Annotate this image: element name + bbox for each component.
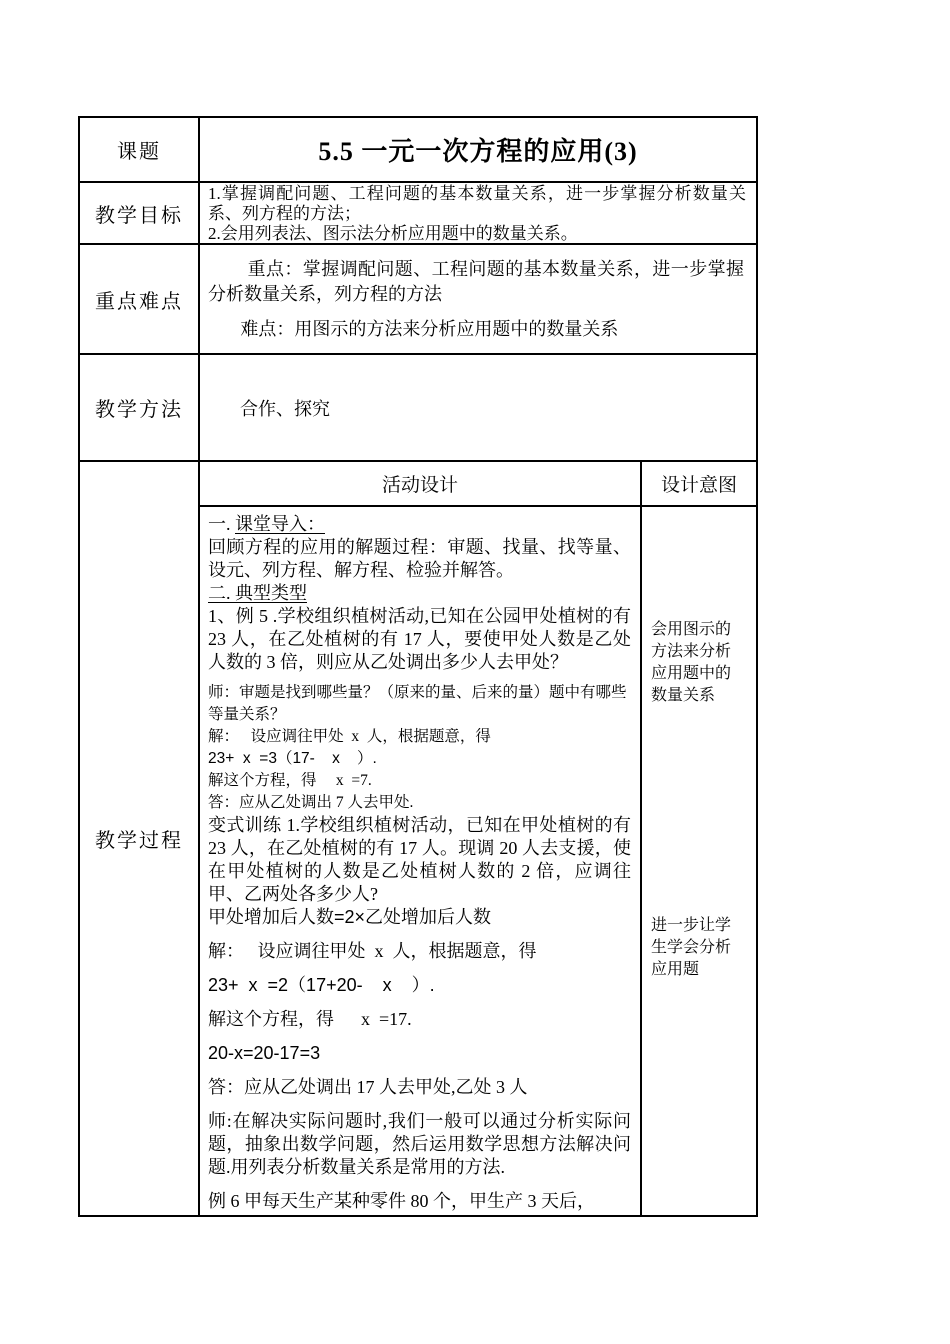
key-difficulty-content (200, 245, 756, 353)
solution2-solve: 解这个方程，得 x =17. (208, 1009, 412, 1029)
intent-content (642, 507, 756, 1215)
relation-equation: 甲处增加后人数=2×乙处增加后人数 (208, 907, 492, 927)
row-topic (80, 118, 756, 183)
row-method (80, 355, 756, 462)
process-label-cell (80, 462, 200, 1215)
key-point-text: 重点：掌握调配问题、工程问题的基本数量关系，进一步掌握分析数量关系，列方程的方法 (208, 259, 744, 304)
row-objectives (80, 183, 756, 245)
topic-label-cell (80, 118, 200, 181)
intent-note: 进一步让学生学会分析应用题 (651, 917, 732, 978)
objectives-content (200, 183, 756, 243)
objective-item: 1.掌握调配问题、工程问题的基本数量关系，进一步掌握分析数量关系、列方程的方法； (208, 184, 746, 223)
solution2-equation: 23+ x =2（17+20- x ）. (208, 975, 435, 995)
section-1-title: 课堂导入： (235, 514, 325, 534)
objectives-label: 教学目标 (95, 204, 183, 227)
method-label-cell (80, 355, 200, 460)
method-label: 教学方法 (95, 399, 183, 421)
objective-item: 2.会用列表法、图示法分析应用题中的数量关系。 (208, 224, 578, 243)
intent-header: 设计意图 (660, 475, 737, 496)
topic-label: 课题 (117, 141, 161, 163)
section-2-heading (208, 582, 631, 605)
section-1-number: 一. (208, 514, 235, 534)
solution1-solve: 解这个方程，得 x =7. (208, 772, 372, 789)
method-text: 合作、探究 (240, 398, 330, 419)
example5-text: 1、例 5 .学校组织植树活动,已知在公园甲处植树的有 23 人，在乙处植树的有 17 人，要使甲处人数是乙处人数的 3 倍，则应从乙处调出多少人去甲处？ (208, 606, 631, 672)
teacher-summary: 师:在解决实际问题时,我们一般可以通过分析实际问题，抽象出数学问题，然后运用数学思想方法解决问题.用列表分析数量关系是常用的方法. (208, 1111, 631, 1177)
method-content (200, 355, 756, 460)
teacher-question: 师：审题是找到哪些量？（原来的量、后来的量）题中有哪些等量关系？ (208, 684, 627, 723)
process-body-row (200, 507, 756, 1215)
lesson-plan-table (78, 116, 758, 1217)
section-1-heading (208, 513, 631, 536)
key-difficulty-label-cell (80, 245, 200, 353)
process-header-row (200, 462, 756, 507)
row-process (80, 462, 756, 1215)
process-area (200, 462, 756, 1215)
solution1-answer: 答：应从乙处调出 7 人去甲处. (208, 794, 414, 811)
intro-text: 回顾方程的应用的解题过程：审题、找量、找等量、设元、列方程、解方程、检验并解答。 (208, 537, 631, 580)
page-title: 5.5 一元一次方程的应用(3) (318, 137, 638, 166)
solution1-equation: 23+ x =3（17- x ）. (208, 750, 377, 767)
section-2-title: 二. 典型类型 (208, 583, 307, 603)
solution1-setup: 解： 设应调往甲处 x 人，根据题意，得 (208, 728, 491, 745)
solution2-setup: 解： 设应调往甲处 x 人，根据题意，得 (208, 941, 537, 961)
row-key-difficulty (80, 245, 756, 355)
example6-text: 例 6 甲每天生产某种零件 80 个，甲生产 3 天后， (208, 1191, 595, 1211)
solution2-extra: 20-x=20-17=3 (208, 1043, 321, 1063)
process-label: 教学过程 (95, 830, 183, 852)
intent-note: 会用图示的方法来分析应用题中的数量关系 (651, 621, 732, 704)
activity-header: 活动设计 (381, 475, 458, 496)
objectives-label-cell (80, 183, 200, 243)
variant-exercise-text: 变式训练 1.学校组织植树活动，已知在甲处植树的有 23 人，在乙处植树的有 17 人。现调 20 人去支援，使在甲处植树的人数是乙处植树人数的 2 倍，应调往甲、乙两处各多少人? (208, 815, 631, 904)
difficulty-text: 难点：用图示的方法来分析应用题中的数量关系 (240, 319, 619, 339)
title-cell (200, 118, 756, 181)
intent-header-cell (642, 462, 756, 505)
solution2-answer: 答：应从乙处调出 17 人去甲处,乙处 3 人 (208, 1077, 528, 1097)
key-difficulty-label: 重点难点 (95, 290, 183, 313)
activity-content (200, 507, 642, 1215)
activity-header-cell (200, 462, 642, 505)
